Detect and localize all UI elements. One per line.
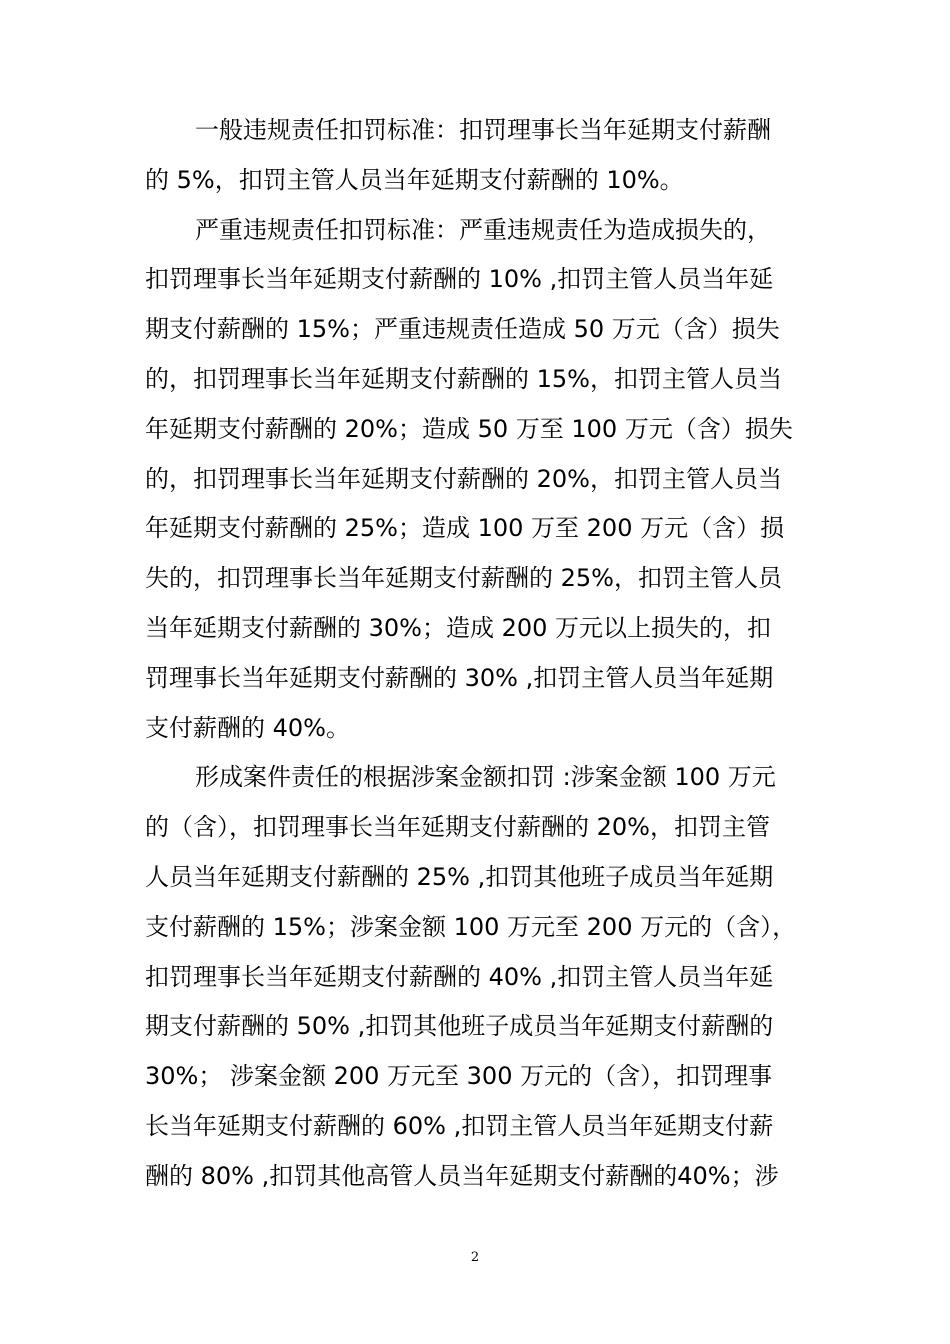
text-line: 扣罚理事长当年延期支付薪酬的 40% ,扣罚主管人员当年延 xyxy=(145,962,774,991)
text-line: 罚理事长当年延期支付薪酬的 30% ,扣罚主管人员当年延期 xyxy=(145,663,774,692)
text-line: 失的，扣罚理事长当年延期支付薪酬的 25%，扣罚主管人员 xyxy=(145,564,782,593)
text-line: 的，扣罚理事长当年延期支付薪酬的 20%，扣罚主管人员当 xyxy=(145,464,782,493)
text-line: 一般违规责任扣罚标准：扣罚理事长当年延期支付薪酬 xyxy=(195,116,771,144)
text-line: 年延期支付薪酬的 20%；造成 50 万至 100 万元（含）损失 xyxy=(145,414,793,443)
text-line: 年延期支付薪酬的 25%；造成 100 万至 200 万元（含）损 xyxy=(145,514,785,543)
document-body xyxy=(145,106,815,1202)
text-line: 的，扣罚理事长当年延期支付薪酬的 15%，扣罚主管人员当 xyxy=(145,364,782,393)
text-line: 扣罚理事长当年延期支付薪酬的 10% ,扣罚主管人员当年延 xyxy=(145,265,774,294)
text-line: 的 5%，扣罚主管人员当年延期支付薪酬的 10%。 xyxy=(145,165,684,194)
text-line: 期支付薪酬的 15%；严重违规责任造成 50 万元（含）损失 xyxy=(145,315,780,344)
text-line: 形成案件责任的根据涉案金额扣罚 :涉案金额 100 万元 xyxy=(195,763,776,792)
text-line: 30%； 涉案金额 200 万元至 300 万元的（含），扣罚理事 xyxy=(145,1062,773,1091)
text-line: 严重违规责任扣罚标准：严重违规责任为造成损失的， xyxy=(195,215,771,244)
page-number: 2 xyxy=(470,1250,480,1265)
text-line: 支付薪酬的 40%。 xyxy=(145,713,350,742)
text-line: 支付薪酬的 15%；涉案金额 100 万元至 200 万元的（含）， xyxy=(145,912,797,941)
text-line: 酬的 80% ,扣罚其他高管人员当年延期支付薪酬的40%；涉 xyxy=(145,1161,779,1190)
text-line: 的（含），扣罚理事长当年延期支付薪酬的 20%，扣罚主管 xyxy=(145,813,770,842)
text-line: 人员当年延期支付薪酬的 25% ,扣罚其他班子成员当年延期 xyxy=(145,862,774,891)
text-line: 当年延期支付薪酬的 30%；造成 200 万元以上损失的，扣 xyxy=(145,613,772,642)
text-line: 期支付薪酬的 50% ,扣罚其他班子成员当年延期支付薪酬的 xyxy=(145,1012,774,1041)
text-line: 长当年延期支付薪酬的 60% ,扣罚主管人员当年延期支付薪 xyxy=(145,1111,774,1140)
